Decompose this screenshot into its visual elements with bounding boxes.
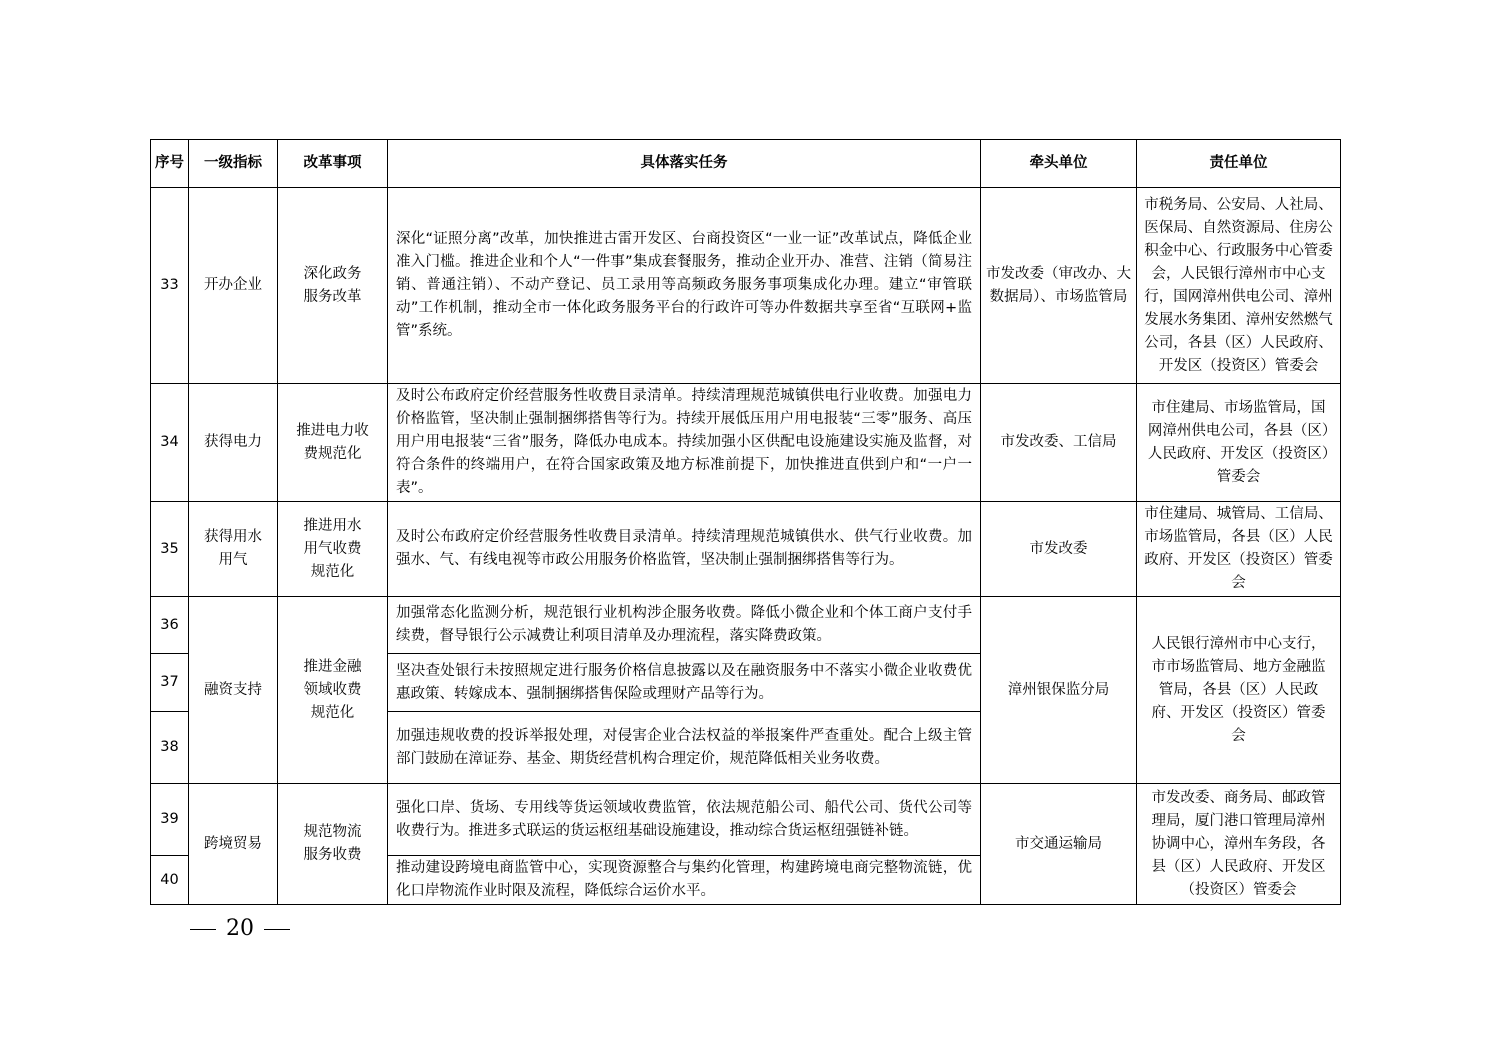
task-cell: 强化口岸、货场、专用线等货运领域收费监管，依法规范船公司、船代公司、货代公司等收费行为。推进多式联运的货运枢纽基础设施建设，推动综合货运枢纽强链补链。 xyxy=(388,784,981,856)
item-cell: 推进电力收费规范化 xyxy=(278,384,388,502)
seq-cell: 38 xyxy=(151,712,189,784)
lead-cell: 市发改委、工信局 xyxy=(981,384,1137,502)
resp-cell: 市住建局、城管局、工信局、市场监管局，各县（区）人民政府、开发区（投资区）管委会 xyxy=(1137,502,1341,597)
task-cell: 加强常态化监测分析，规范银行业机构涉企服务收费。降低小微企业和个体工商户支付手续费，督导银行公示减费让利项目清单及办理流程，落实降费政策。 xyxy=(388,597,981,654)
task-cell: 深化“证照分离”改革，加快推进古雷开发区、台商投资区“一业一证”改革试点，降低企业准入门槛。推进企业和个人“一件事”集成套餐服务，推动企业开办、准营、注销（简易注销、普通注销）、不动产登记、员工录用等高频政务服务事项集成化办理。建立“审管联动”工作机制，推动全市一体化政务服务平台的行政许可等办件数据共享至省“互联网+监管”系统。 xyxy=(388,188,981,384)
seq-cell: 35 xyxy=(151,502,189,597)
seq-cell: 33 xyxy=(151,188,189,384)
indicator-cell: 融资支持 xyxy=(189,597,278,784)
lead-cell: 漳州银保监分局 xyxy=(981,597,1137,784)
seq-cell: 40 xyxy=(151,856,189,905)
resp-cell: 市发改委、商务局、邮政管理局，厦门港口管理局漳州协调中心，漳州车务段，各县（区）人民政府、开发区（投资区）管委会 xyxy=(1137,784,1341,905)
indicator-cell: 跨境贸易 xyxy=(189,784,278,905)
header-item: 改革事项 xyxy=(278,140,388,188)
page-number: 20 xyxy=(226,916,254,941)
seq-cell: 39 xyxy=(151,784,189,856)
task-cell: 及时公布政府定价经营服务性收费目录清单。持续清理规范城镇供电行业收费。加强电力价格监管，坚决制止强制捆绑搭售等行为。持续开展低压用户用电报装“三零”服务、高压用户用电报装“三省”服务，降低办电成本。持续加强小区供配电设施建设实施及监督，对符合条件的终端用户，在符合国家政策及地方标准前提下，加快推进直供到户和“一户一表”。 xyxy=(388,384,981,502)
seq-cell: 37 xyxy=(151,654,189,712)
task-cell: 推动建设跨境电商监管中心，实现资源整合与集约化管理，构建跨境电商完整物流链，优化口岸物流作业时限及流程，降低综合运价水平。 xyxy=(388,856,981,905)
header-task: 具体落实任务 xyxy=(388,140,981,188)
page-footer xyxy=(180,916,300,941)
footer-dash-right xyxy=(264,929,290,930)
lead-cell: 市发改委 xyxy=(981,502,1137,597)
footer-dash-left xyxy=(190,929,216,930)
task-cell: 加强违规收费的投诉举报处理，对侵害企业合法权益的举报案件严查重处。配合上级主管部门鼓励在漳证券、基金、期货经营机构合理定价，规范降低相关业务收费。 xyxy=(388,712,981,784)
lead-cell: 市交通运输局 xyxy=(981,784,1137,905)
task-cell: 及时公布政府定价经营服务性收费目录清单。持续清理规范城镇供水、供气行业收费。加强水、气、有线电视等市政公用服务价格监管，坚决制止强制捆绑搭售等行为。 xyxy=(388,502,981,597)
indicator-cell: 获得电力 xyxy=(189,384,278,502)
task-cell: 坚决查处银行未按照规定进行服务价格信息披露以及在融资服务中不落实小微企业收费优惠政策、转嫁成本、强制捆绑搭售保险或理财产品等行为。 xyxy=(388,654,981,712)
resp-cell: 市税务局、公安局、人社局、医保局、自然资源局、住房公积金中心、行政服务中心管委会，人民银行漳州市中心支行，国网漳州供电公司、漳州发展水务集团、漳州安然燃气公司，各县（区）人民政府、开发区（投资区）管委会 xyxy=(1137,188,1341,384)
table-row xyxy=(151,384,1341,502)
seq-cell: 34 xyxy=(151,384,189,502)
header-row xyxy=(151,140,1341,188)
resp-cell: 市住建局、市场监管局，国网漳州供电公司，各县（区）人民政府、开发区（投资区）管委会 xyxy=(1137,384,1341,502)
table-row xyxy=(151,597,1341,654)
table-row xyxy=(151,188,1341,384)
resp-cell: 人民银行漳州市中心支行，市市场监管局、地方金融监管局，各县（区）人民政府、开发区（投资区）管委会 xyxy=(1137,597,1341,784)
lead-cell: 市发改委（审改办、大数据局）、市场监管局 xyxy=(981,188,1137,384)
item-cell: 深化政务服务改革 xyxy=(278,188,388,384)
header-seq: 序号 xyxy=(151,140,189,188)
item-cell: 规范物流服务收费 xyxy=(278,784,388,905)
table-row xyxy=(151,502,1341,597)
reform-task-table xyxy=(150,139,1341,905)
header-lead: 牵头单位 xyxy=(981,140,1137,188)
header-indicator: 一级指标 xyxy=(189,140,278,188)
seq-cell: 36 xyxy=(151,597,189,654)
item-cell: 推进金融领域收费规范化 xyxy=(278,597,388,784)
header-resp: 责任单位 xyxy=(1137,140,1341,188)
table-row xyxy=(151,784,1341,856)
indicator-cell: 开办企业 xyxy=(189,188,278,384)
indicator-cell: 获得用水用气 xyxy=(189,502,278,597)
item-cell: 推进用水用气收费规范化 xyxy=(278,502,388,597)
